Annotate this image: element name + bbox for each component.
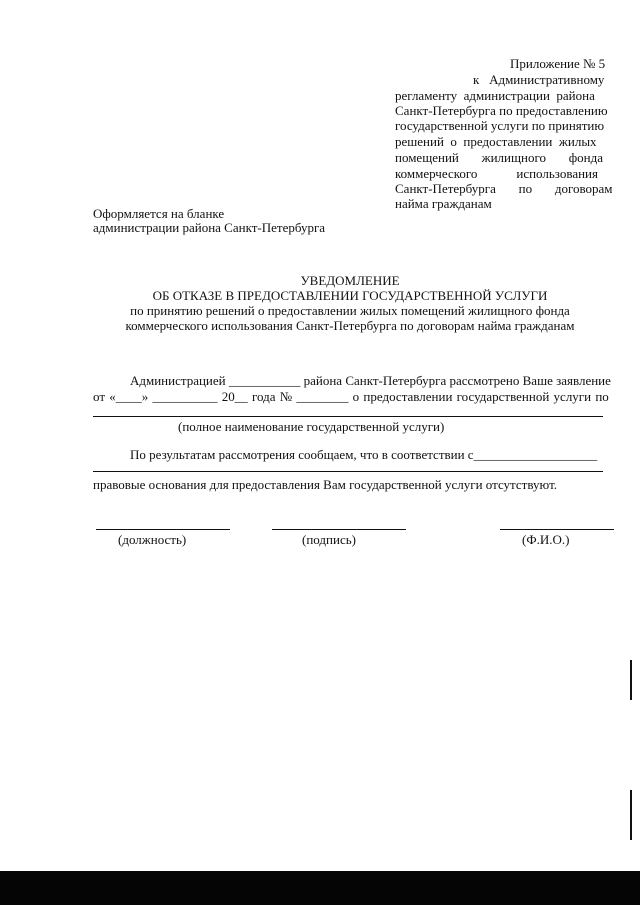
appendix-line: Санкт-Петербурга по предоставлению (395, 103, 608, 118)
name-line (500, 529, 614, 530)
body-paragraph-line1: Администрацией ___________ района Санкт-Петербурга рассмотрено Ваше заявление (130, 373, 611, 388)
blank-note-line1: Оформляется на бланке (93, 206, 225, 221)
name-caption: (Ф.И.О.) (522, 532, 570, 547)
appendix-line: решений о предоставлении жилых (395, 134, 597, 149)
legal-basis-text: правовые основания для предоставления Вам государственной услуги отсутствуют. (93, 477, 558, 492)
appendix-line: Приложение № 5 (510, 56, 606, 71)
scan-edge-mark (630, 790, 632, 840)
blank-note-line2: администрации района Санкт-Петербурга (93, 220, 326, 235)
signature-caption: (подпись) (302, 532, 356, 547)
scan-edge-mark (630, 660, 632, 700)
service-name-caption: (полное наименование государственной услуги) (178, 419, 445, 434)
appendix-line: помещений жилищного фонда (395, 150, 603, 165)
scan-bottom-band (0, 871, 640, 905)
appendix-line: регламенту администрации района (395, 88, 595, 103)
appendix-line: Санкт-Петербурга по договорам (395, 181, 613, 196)
body-paragraph-line2: от «____» __________ 20__ года № ________ о предоставлении государственной услуги по (93, 389, 609, 404)
appendix-line: коммерческого использования (395, 166, 598, 181)
position-caption: (должность) (118, 532, 187, 547)
title-description-line1: по принятию решений о предоставлении жилых помещений жилищного фонда (130, 303, 570, 318)
result-paragraph: По результатам рассмотрения сообщаем, что в соответствии с___________________ (130, 447, 598, 462)
basis-line (93, 471, 603, 472)
signature-line (272, 529, 406, 530)
position-line (96, 529, 230, 530)
appendix-line: найма гражданам (395, 196, 492, 211)
title-description-line2: коммерческого использования Санкт-Петербурга по договорам найма гражданам (125, 318, 575, 333)
service-name-line (93, 416, 603, 417)
document-title: УВЕДОМЛЕНИЕ (300, 273, 400, 288)
appendix-line: к Административному (473, 72, 605, 87)
document-subtitle: ОБ ОТКАЗЕ В ПРЕДОСТАВЛЕНИИ ГОСУДАРСТВЕННОЙ УСЛУГИ (152, 288, 548, 303)
appendix-line: государственной услуги по принятию (395, 118, 605, 133)
